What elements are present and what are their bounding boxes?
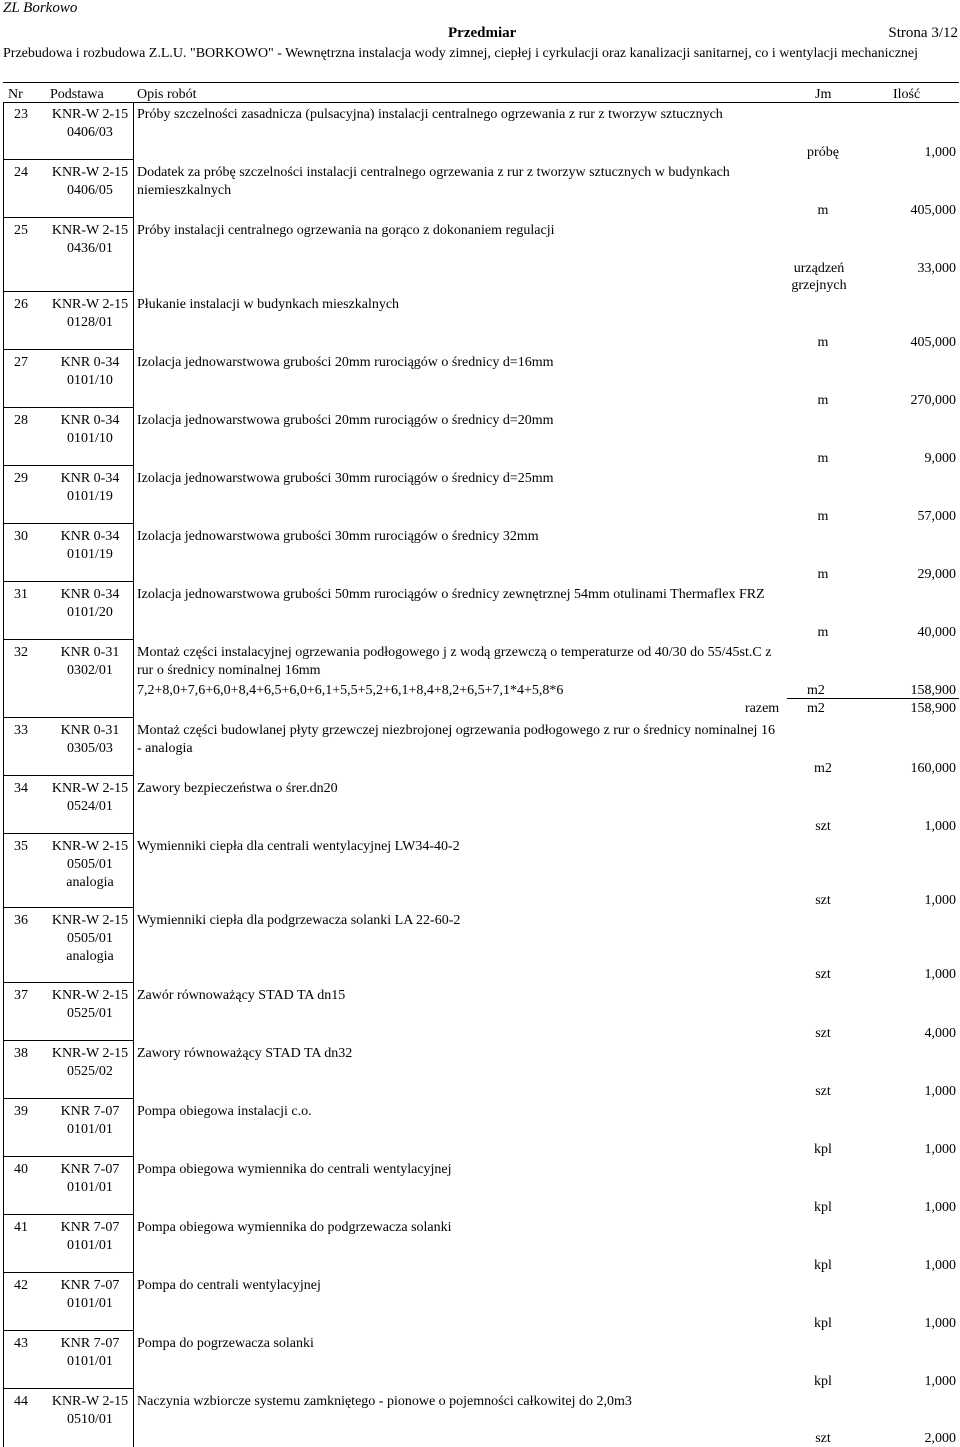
row-number: 44 — [14, 1394, 28, 1409]
row-quantity: 1,000 — [924, 1316, 956, 1331]
row-basis: KNR-W 2-15 0406/03 — [51, 107, 129, 140]
row-quantity: 1,000 — [924, 819, 956, 834]
row-quantity: 270,000 — [910, 393, 956, 408]
row-number: 38 — [14, 1046, 28, 1061]
row-unit: szt — [815, 893, 831, 908]
row-separator — [3, 217, 133, 218]
row-number: 35 — [14, 839, 28, 854]
row-description: Montaż części instalacyjnej ogrzewania podłogowego j z wodą grzewczą o temperaturze od 40/30 do 55/45st.C z rur o średnicy nominalnej 16mm — [137, 645, 772, 678]
row-unit: szt — [815, 1431, 831, 1446]
row-quantity: 158,900 — [910, 701, 956, 716]
row-separator — [3, 717, 133, 718]
row-basis: KNR-W 2-15 0510/01 — [51, 1394, 129, 1427]
row-separator — [3, 1388, 133, 1389]
row-basis: KNR 7-07 0101/01 — [60, 1220, 120, 1253]
row-quantity: 4,000 — [924, 1026, 956, 1041]
row-number: 42 — [14, 1278, 28, 1293]
row-unit: szt — [815, 967, 831, 982]
company-name: ZL Borkowo — [3, 0, 78, 16]
row-description: Zawór równoważący STAD TA dn15 — [137, 988, 346, 1003]
row-basis: KNR 0-31 0305/03 — [60, 723, 120, 756]
row-description: Płukanie instalacji w budynkach mieszkalnych — [137, 297, 400, 312]
row-quantity: 40,000 — [917, 625, 956, 640]
row-separator — [3, 1156, 133, 1157]
row-number: 41 — [14, 1220, 28, 1235]
row-quantity: 57,000 — [917, 509, 956, 524]
row-description: Zawory równoważący STAD TA dn32 — [137, 1046, 353, 1061]
row-unit: kpl — [814, 1374, 832, 1389]
row-number: 29 — [14, 471, 28, 486]
row-number: 31 — [14, 587, 28, 602]
row-separator — [3, 407, 133, 408]
row-separator — [3, 465, 133, 466]
row-separator — [3, 639, 133, 640]
page-number: Strona 3/12 — [888, 25, 958, 41]
row-quantity: 405,000 — [910, 203, 956, 218]
row-description: Pompa do pogrzewacza solanki — [137, 1336, 314, 1351]
row-unit: m2 — [814, 761, 832, 776]
document-title: Przedmiar — [448, 25, 517, 41]
row-description: Izolacja jednowarstwowa grubości 50mm rurociągów o średnicy zewnętrznej 54mm otulinami Thermaflex FRZ — [137, 587, 765, 602]
row-quantity: 405,000 — [910, 335, 956, 350]
row-basis: KNR 0-34 0101/19 — [60, 471, 120, 504]
row-description: Pompa obiegowa wymiennika do centrali wentylacyjnej — [137, 1162, 452, 1177]
row-number: 40 — [14, 1162, 28, 1177]
row-description: Naczynia wzbiorcze systemu zamkniętego - pionowe o pojemności całkowitej do 2,0m3 — [137, 1394, 632, 1409]
row-separator — [3, 833, 133, 834]
sum-rule — [787, 698, 959, 699]
row-basis: KNR 0-34 0101/19 — [60, 529, 120, 562]
row-separator — [3, 349, 133, 350]
row-number: 24 — [14, 165, 28, 180]
row-separator — [3, 982, 133, 983]
row-unit: m — [817, 567, 829, 582]
row-description: Próby szczelności zasadnicza (pulsacyjna) instalacji centralnego ogrzewania z rur z tworzyw sztucznych — [137, 107, 723, 122]
row-separator — [3, 1040, 133, 1041]
row-quantity: 160,000 — [910, 761, 956, 776]
row-separator — [3, 291, 133, 292]
row-description: Montaż części budowlanej płyty grzewczej niezbrojonej ogrzewania podłogowego z rur o średnicy nominalnej 16 - analogia — [137, 723, 775, 756]
row-description: Izolacja jednowarstwowa grubości 20mm rurociągów o średnicy d=20mm — [137, 413, 554, 428]
row-basis: KNR 0-31 0302/01 — [60, 645, 120, 678]
header-top-rule — [3, 82, 959, 83]
column-header-nr: Nr — [8, 87, 23, 102]
row-description: Pompa do centrali wentylacyjnej — [137, 1278, 321, 1293]
row-basis: KNR 7-07 0101/01 — [60, 1162, 120, 1195]
row-unit: urządzeń grzejnych — [791, 261, 847, 293]
row-basis: KNR-W 2-15 0128/01 — [51, 297, 129, 330]
row-quantity: 1,000 — [924, 1200, 956, 1215]
row-number: 36 — [14, 913, 28, 928]
row-calc-unit: m2 — [807, 683, 825, 698]
row-description: Pompa obiegowa instalacji c.o. — [137, 1104, 312, 1119]
column-header-unit: Jm — [815, 87, 832, 102]
row-number: 34 — [14, 781, 28, 796]
row-unit: m — [817, 509, 829, 524]
row-unit: m — [817, 451, 829, 466]
row-description: Zawory bezpieczeństwa o śrer.dn20 — [137, 781, 338, 796]
row-basis: KNR 0-34 0101/20 — [60, 587, 120, 620]
row-basis: KNR 7-07 0101/01 — [60, 1278, 120, 1311]
row-number: 37 — [14, 988, 28, 1003]
row-number: 28 — [14, 413, 28, 428]
row-quantity: 1,000 — [924, 1084, 956, 1099]
row-separator — [3, 159, 133, 160]
row-basis: KNR-W 2-15 0524/01 — [51, 781, 129, 814]
row-separator — [3, 1330, 133, 1331]
row-separator — [3, 1272, 133, 1273]
row-description: Wymienniki ciepła dla podgrzewacza solanki LA 22-60-2 — [137, 913, 461, 928]
row-number: 23 — [14, 107, 28, 122]
row-quantity: 33,000 — [917, 261, 956, 276]
header-bottom-rule — [3, 102, 959, 103]
row-unit: szt — [815, 819, 831, 834]
row-unit: kpl — [814, 1258, 832, 1273]
row-unit: szt — [815, 1026, 831, 1041]
row-number: 27 — [14, 355, 28, 370]
row-unit: kpl — [814, 1200, 832, 1215]
basis-divider — [133, 102, 134, 1447]
row-basis: KNR 0-34 0101/10 — [60, 355, 120, 388]
row-number: 30 — [14, 529, 28, 544]
row-description: Izolacja jednowarstwowa grubości 30mm rurociągów o średnicy d=25mm — [137, 471, 554, 486]
row-quantity: 9,000 — [924, 451, 956, 466]
column-header-basis: Podstawa — [50, 87, 104, 102]
row-number: 25 — [14, 223, 28, 238]
row-unit: kpl — [814, 1142, 832, 1157]
row-basis: KNR-W 2-15 0406/05 — [51, 165, 129, 198]
row-calc-quantity: 158,900 — [910, 683, 956, 698]
row-unit: m — [817, 203, 829, 218]
row-unit: m — [817, 335, 829, 350]
row-number: 32 — [14, 645, 28, 660]
row-quantity: 1,000 — [924, 967, 956, 982]
row-separator — [3, 775, 133, 776]
row-basis: KNR-W 2-15 0525/01 — [51, 988, 129, 1021]
row-basis: KNR 7-07 0101/01 — [60, 1104, 120, 1137]
row-unit: próbę — [807, 145, 839, 160]
row-description: Izolacja jednowarstwowa grubości 30mm rurociągów o średnicy 32mm — [137, 529, 539, 544]
row-basis: KNR-W 2-15 0505/01 analogia — [51, 913, 129, 964]
row-quantity: 1,000 — [924, 893, 956, 908]
row-description: Próby instalacji centralnego ogrzewania na gorąco z dokonaniem regulacji — [137, 223, 555, 238]
row-unit: m — [817, 625, 829, 640]
row-number: 43 — [14, 1336, 28, 1351]
row-quantity: 1,000 — [924, 145, 956, 160]
row-quantity: 1,000 — [924, 1142, 956, 1157]
row-description: Dodatek za próbę szczelności instalacji centralnego ogrzewania z rur z tworzyw sztucznych w budynkach niemieszkalnych — [137, 165, 730, 198]
row-basis: KNR 7-07 0101/01 — [60, 1336, 120, 1369]
row-quantity: 2,000 — [924, 1431, 956, 1446]
project-subject: Przebudowa i rozbudowa Z.L.U. "BORKOWO" - Wewnętrzna instalacja wody zimnej, ciepłej i cyrkulacji oraz kanalizacji sanitarnej, co i wentylacji mechanicznej — [3, 46, 919, 61]
row-separator — [3, 523, 133, 524]
row-unit: szt — [815, 1084, 831, 1099]
row-basis: KNR-W 2-15 0505/01 analogia — [51, 839, 129, 890]
row-basis: KNR 0-34 0101/10 — [60, 413, 120, 446]
row-quantity: 1,000 — [924, 1258, 956, 1273]
row-unit: m2 — [807, 701, 825, 716]
row-basis: KNR-W 2-15 0525/02 — [51, 1046, 129, 1079]
row-unit: m — [817, 393, 829, 408]
row-sum-label: razem — [745, 701, 780, 716]
row-description: Pompa obiegowa wymiennika do podgrzewacza solanki — [137, 1220, 452, 1235]
row-separator — [3, 1214, 133, 1215]
row-number: 26 — [14, 297, 28, 312]
row-quantity: 29,000 — [917, 567, 956, 582]
row-number: 39 — [14, 1104, 28, 1119]
row-unit: kpl — [814, 1316, 832, 1331]
row-calculation: 7,2+8,0+7,6+6,0+8,4+6,5+6,0+6,1+5,5+5,2+6,1+8,4+8,2+6,5+7,1*4+5,8*6 — [137, 683, 564, 698]
column-header-desc: Opis robót — [137, 87, 197, 102]
row-separator — [3, 1098, 133, 1099]
row-description: Izolacja jednowarstwowa grubości 20mm rurociągów o średnicy d=16mm — [137, 355, 554, 370]
column-header-qty: Ilość — [893, 87, 921, 102]
row-basis: KNR-W 2-15 0436/01 — [51, 223, 129, 256]
row-number: 33 — [14, 723, 28, 738]
row-description: Wymienniki ciepła dla centrali wentylacyjnej LW34-40-2 — [137, 839, 460, 854]
row-quantity: 1,000 — [924, 1374, 956, 1389]
row-separator — [3, 581, 133, 582]
row-separator — [3, 907, 133, 908]
